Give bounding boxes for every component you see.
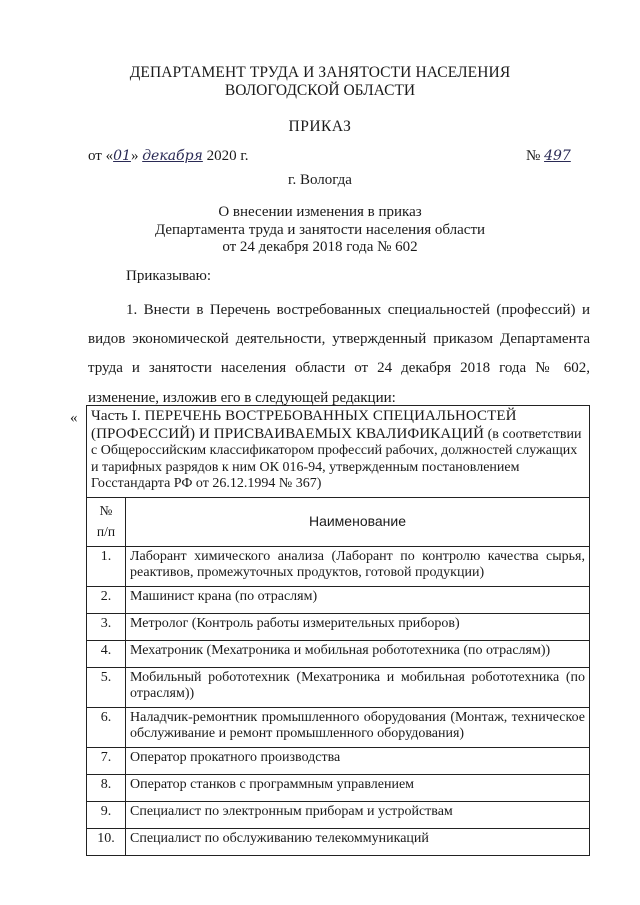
- number-prefix: №: [526, 148, 541, 164]
- subject-line1: О внесении изменения в приказ: [218, 204, 422, 220]
- table-heading-main: Часть I. ПЕРЕЧЕНЬ ВОСТРЕБОВАННЫХ СПЕЦИАЛЬНОСТЕЙ (ПРОФЕССИЙ) И ПРИСВАИВАЕМЫХ КВАЛИФИКАЦИЙ: [91, 408, 517, 442]
- column-header-number: № п/п: [87, 497, 126, 546]
- row-name: Мехатроник (Мехатроника и мобильная робототехника (по отраслям)): [126, 640, 590, 667]
- row-number: 7.: [87, 747, 126, 774]
- row-number: 8.: [87, 774, 126, 801]
- table-row: [87, 707, 590, 747]
- table-row: [87, 613, 590, 640]
- table-row: [87, 546, 590, 586]
- table-row: [87, 828, 590, 855]
- date-prefix: от «: [88, 148, 114, 164]
- date-day-handwritten: 01: [113, 148, 131, 164]
- table-heading-note: (в соответствии с Общероссийским классификатором профессий рабочих, должностей служащих и тарифных разрядов к ним ОК 016-94, утвержденным постановлением Госстандарта РФ от 26.12.1994 № 367): [91, 426, 582, 491]
- number-handwritten: 497: [544, 148, 571, 164]
- department-name-line2: ВОЛОГОДСКОЙ ОБЛАСТИ: [224, 82, 416, 99]
- row-number: 10.: [87, 828, 126, 855]
- row-number: 5.: [87, 667, 126, 707]
- row-name: Оператор станков с программным управлением: [126, 774, 590, 801]
- table-heading-row: [87, 406, 590, 498]
- subject-line2: Департамента труда и занятости населения области: [154, 221, 486, 238]
- row-number: 6.: [87, 707, 126, 747]
- table-row: [87, 774, 590, 801]
- department-name-line1: ДЕПАРТАМЕНТ ТРУДА И ЗАНЯТОСТИ НАСЕЛЕНИЯ: [129, 64, 511, 81]
- date-mid: »: [130, 148, 143, 164]
- row-number: 4.: [87, 640, 126, 667]
- professions-table: [86, 405, 590, 856]
- row-name: Наладчик-ремонтник промышленного оборудования (Монтаж, техническое обслуживание и ремонт промышленного оборудования): [126, 707, 590, 747]
- table-heading: [87, 406, 590, 498]
- table-row: [87, 801, 590, 828]
- subject-line3: от 24 декабря 2018 года № 602: [222, 239, 418, 255]
- table-header-row: [87, 497, 590, 546]
- order-title: ПРИКАЗ: [288, 118, 352, 135]
- table-row: [87, 586, 590, 613]
- date-month-handwritten: декабря: [142, 148, 203, 164]
- row-name: Специалист по обслуживанию телекоммуникаций: [126, 828, 590, 855]
- order-number: [526, 148, 571, 165]
- table-row: [87, 667, 590, 707]
- paragraph-1: 1. Внести в Перечень востребованных специальностей (профессий) и видов экономической деятельности, утвержденный приказом Департамента труда и занятости населения области от 24 декабря 2018 года № 602, изменение, изложив его в следующей редакции:: [88, 302, 590, 406]
- date-suffix: 2020 г.: [202, 148, 249, 164]
- row-name: Специалист по электронным приборам и устройствам: [126, 801, 590, 828]
- row-number: 1.: [87, 546, 126, 586]
- column-header-name: Наименование: [126, 497, 590, 546]
- row-name: Оператор прокатного производства: [126, 747, 590, 774]
- row-name: Мобильный робототехник (Мехатроника и мобильная робототехника (по отраслям)): [126, 667, 590, 707]
- order-word: Приказываю:: [126, 268, 211, 284]
- order-date: [88, 148, 249, 165]
- city-name: г. Вологда: [288, 172, 352, 188]
- row-number: 3.: [87, 613, 126, 640]
- table-row: [87, 747, 590, 774]
- row-name: Метролог (Контроль работы измерительных приборов): [126, 613, 590, 640]
- row-name: Машинист крана (по отраслям): [126, 586, 590, 613]
- table-row: [87, 640, 590, 667]
- row-number: 2.: [87, 586, 126, 613]
- row-name: Лаборант химического анализа (Лаборант по контролю качества сырья, реактивов, промежуточных продуктов, готовой продукции): [126, 546, 590, 586]
- open-quote-mark: «: [70, 410, 78, 426]
- row-number: 9.: [87, 801, 126, 828]
- order-subject: [0, 204, 640, 257]
